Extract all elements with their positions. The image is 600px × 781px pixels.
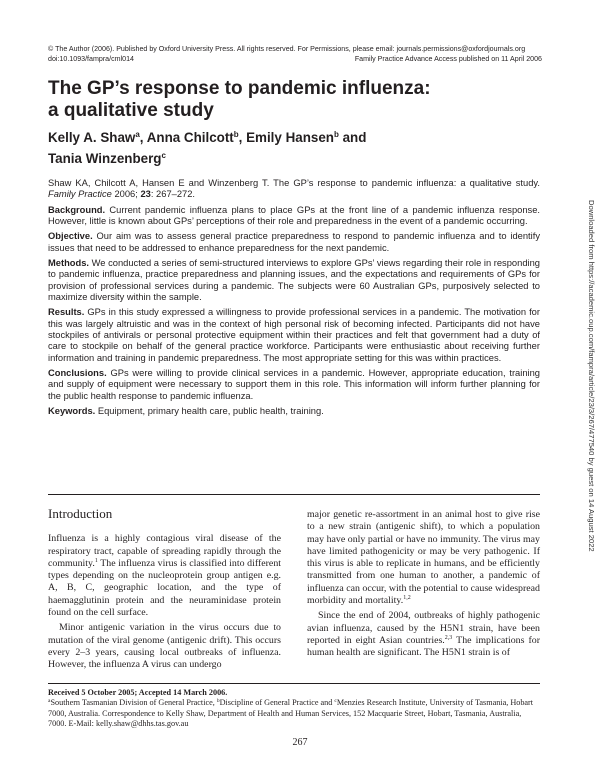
title-line-1: The GP’s response to pandemic influenza:: [48, 78, 431, 99]
affiliation-sup: b: [333, 130, 339, 139]
citation-pages: : 267–272.: [150, 189, 196, 200]
author-name: Kelly A. Shaw: [48, 130, 136, 145]
body-column-right: [307, 509, 540, 660]
abstract-keywords: [48, 406, 540, 417]
abstract-results: [48, 307, 540, 364]
section-text: GPs in this study expressed a willingness to provide professional services in a pandemic. The motivation for this was largely altruistic and was in the context of high personal risk of becoming infected. Participants did not have stockpiles of antivirals or personal protective equipment within their practices and felt that government had a duty of care to stockpile on behalf of the general practice workforce. Participants were enthusiastic about receiving further information and training in pandemic preparedness. The most appropriate setting for this was within practices.: [48, 307, 540, 363]
paragraph-text: major genetic re-assortment in an animal host to give rise to a new strain (antigenic shift), to which a population may have only partial or have no immunity. The virus may have limited pathogenicity or may be very pathogenic. If this virus is able to replicate in humans, and be efficiently transmitted from one human to another, a pandemic of influenza can occur, with the potential to cause widespread morbidity and mortality.: [307, 509, 540, 607]
section-label: Objective.: [48, 231, 93, 242]
watermark-text: Downloaded from https://academic.oup.com/fampra/article/23/3/267/477540 by guest on 14 August 2022: [587, 200, 596, 552]
body-paragraph: [307, 509, 540, 607]
affiliations: [48, 698, 540, 729]
article-title: [48, 78, 548, 122]
section-label: Conclusions.: [48, 368, 107, 379]
body-paragraph: Minor antigenic variation in the virus occurs due to mutation of the viral genome (antigenic drift). This occurs every 2–3 years, causing local outbreaks of influenza. However, the influenza A virus can undergo: [48, 622, 281, 671]
paragraph-text: Influenza is a highly contagious viral disease of the respiratory tract, capable of spreading rapidly through the community.: [48, 533, 281, 569]
abstract-objective: [48, 231, 540, 254]
citation-journal: Family Practice: [48, 189, 112, 200]
section-label: Background.: [48, 204, 106, 215]
citation-year: 2006;: [111, 189, 141, 200]
page-number: 267: [292, 737, 308, 748]
author-name: Emily Hansen: [246, 130, 334, 145]
copyright-line: © The Author (2006). Published by Oxford University Press. All rights reserved. For Permissions, please email: journals.permissions@oxfordjournals.org: [48, 45, 526, 53]
body-paragraph: [307, 610, 540, 659]
body-column-left: [48, 508, 281, 672]
affiliation-sup: c: [161, 150, 166, 160]
download-watermark: [584, 200, 596, 580]
section-label: Results.: [48, 307, 85, 318]
abstract-conclusions: [48, 368, 540, 402]
author-name: Tania Winzenberg: [48, 150, 162, 166]
affiliation-sup: c: [334, 698, 337, 705]
author-and: and: [342, 130, 367, 145]
author-list: Kelly A. Shaw$^a$, Anna Chilcott$^b$, Emily Hansen$^b$ and Tania Winzenberg$^c$: [48, 130, 367, 166]
citation-text: Shaw KA, Chilcott A, Hansen E and Winzenberg T. The GP’s response to pandemic influenza: a qualitative study.: [48, 178, 540, 188]
received-dates: Received 5 October 2005; Accepted 14 March 2006.: [48, 688, 228, 697]
section-label: Keywords.: [48, 406, 96, 417]
section-text: Current pandemic influenza plans to place GPs at the front line of a pandemic influenza response. However, little is known about GPs’ perceptions of their role and preparedness in the event of a pandemic occurring.: [48, 204, 540, 227]
abstract: [48, 178, 540, 421]
section-text: We conducted a series of semi-structured interviews to explore GPs’ views regarding their role in responding to pandemic influenza, practice preparedness and planning issues, and the expectations and requirements of GPs for provision of professional services during a pandemic. The subjects were 60 Australian GPs, purposively selected to maximize diversity within the sample.: [48, 257, 540, 303]
affiliation-text: Menzies Research Institute, University of Tasmania, Hobart 7000, Australia. Correspondence to Kelly Shaw, Department of Health and Human Services, 152 Macquarie Street, Hobart, Tasmania, Australia, 7000. E-Mail: kelly.shaw@dhhs.tas.gov.au: [48, 698, 534, 728]
affiliation-sup: a: [135, 130, 140, 139]
author-name: Anna Chilcott: [146, 130, 234, 145]
paragraph-text: The influenza virus is classified into different types depending on the nucleoprotein group antigen e.g. A, B, C, geographic location, and the type of haemagglutinin protein and the neuraminidase protein found on the cell surface.: [48, 557, 281, 619]
reference-sup[interactable]: 1: [94, 557, 98, 564]
affiliation-text: Discipline of General Practice and: [219, 698, 335, 708]
advance-access-line: Family Practice Advance Access published on 11 April 2006: [354, 55, 542, 63]
section-heading: Introduction: [48, 506, 113, 521]
section-text: Equipment, primary health care, public health, training.: [95, 406, 324, 417]
footnote: [48, 688, 540, 729]
body-paragraph: [48, 533, 281, 619]
abstract-divider: [48, 494, 540, 495]
affiliation-text: Southern Tasmanian Division of General Practice,: [50, 698, 217, 708]
paragraph-text: Since the end of 2004, outbreaks of highly pathogenic avian influenza, caused by the H5N1 strain, have been reported in eight Asian countries.: [307, 610, 540, 646]
title-line-2: a qualitative study: [48, 100, 214, 121]
journal-header: [48, 44, 542, 64]
affiliation-sup: a: [48, 698, 51, 705]
citation-volume: 23: [140, 189, 151, 200]
doi-line[interactable]: doi:10.1093/fampra/cml014: [48, 55, 134, 63]
reference-sup[interactable]: 2,3: [444, 634, 453, 641]
reference-sup[interactable]: 1,2: [403, 595, 411, 602]
affiliation-sup: b: [216, 698, 220, 705]
section-label: Methods.: [48, 257, 90, 268]
citation: [48, 178, 540, 201]
section-text: GPs were willing to provide clinical services in a pandemic. However, appropriate education, training and supply of equipment were necessary to support them in this role. This information will inform further planning for the public health response to pandemic influenza.: [48, 368, 540, 401]
footnote-divider: [48, 683, 540, 684]
section-text: Our aim was to assess general practice preparedness to respond to pandemic influenza and to identify issues that need to be addressed to enhance preparedness for the next pandemic.: [48, 231, 540, 253]
abstract-background: [48, 205, 540, 228]
paragraph-text: The implications for human health are significant. The H5N1 strain is of: [307, 634, 541, 659]
abstract-methods: [48, 258, 540, 304]
affiliation-sup: b: [233, 130, 239, 139]
